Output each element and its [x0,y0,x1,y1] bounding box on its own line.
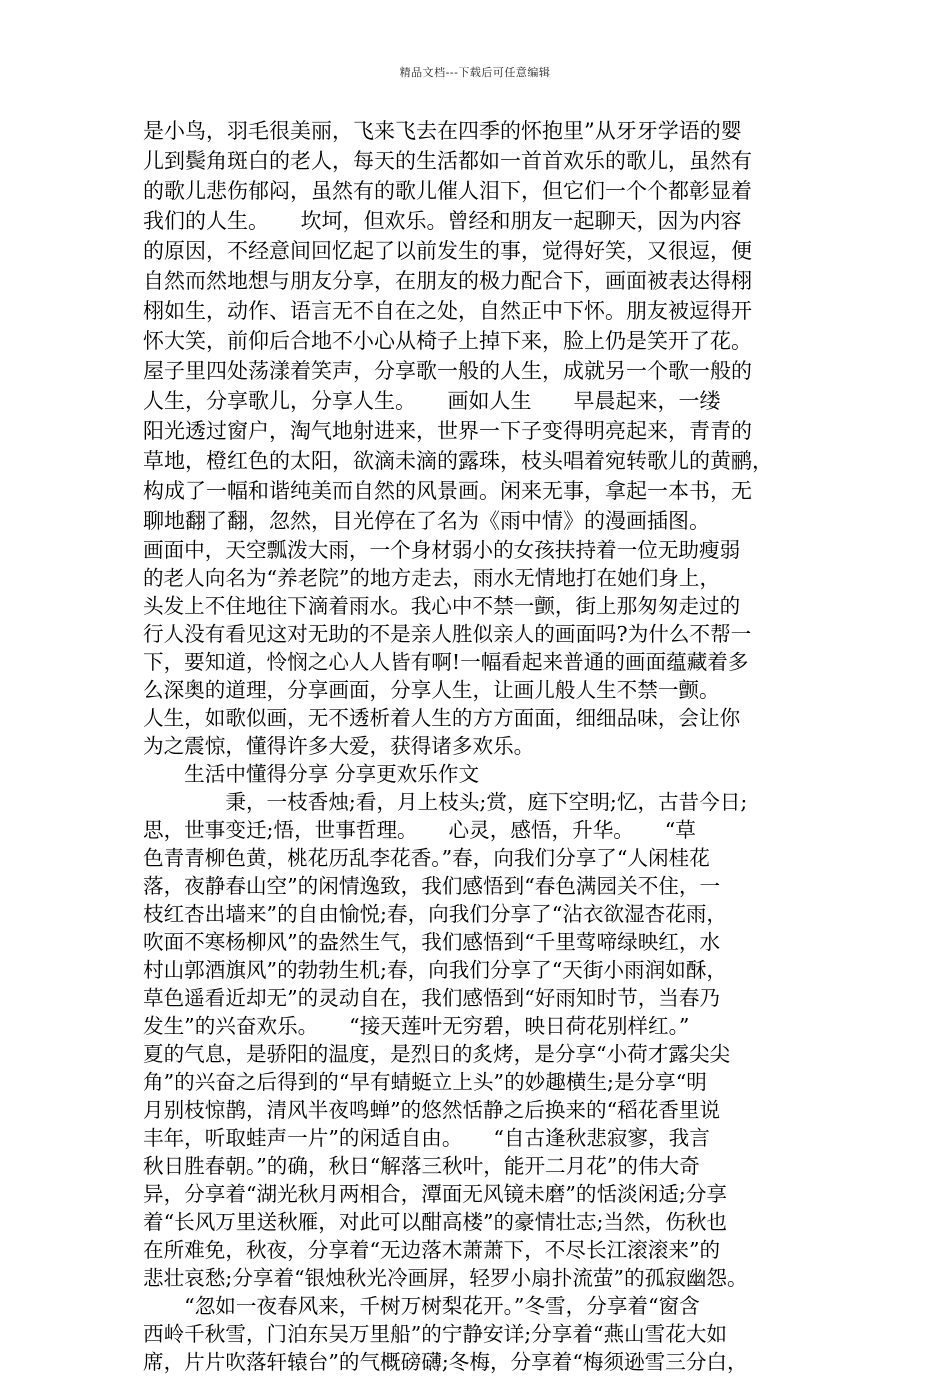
text-line: 落，夜静春山空”的闲情逸致，我们感悟到“春色满园关不住，一 [143,874,721,898]
text-line: 枝红杏出墙来”的自由愉悦;春，向我们分享了“沾衣欲湿杏花雨， [143,902,728,926]
text-line: 秋日胜春朝。”的确，秋日“解落三秋叶，能开二月花”的伟大奇 [143,1154,700,1178]
paragraph-block-b [143,536,821,760]
text-line: 头发上不住地往下滴着雨水。我心中不禁一颤，街上那匆匆走过的 [143,594,741,618]
text-line: 色青青柳色黄，桃花历乱李花香。”春，向我们分享了“人闲桂花 [143,846,710,870]
text-line: 吹面不寒杨柳风”的盎然生气，我们感悟到“千里莺啼绿映红，水 [143,930,721,954]
text-line: 下，要知道，怜悯之心人人皆有啊!一幅看起来普通的画面蕴藏着多 [143,650,749,674]
text-line: 栩如生，动作、语言无不自在之处，自然正中下怀。朋友被逗得开 [143,299,752,323]
text-line: 着“长风万里送秋雁，对此可以酣高楼”的豪情壮志;当然，伤秋也 [143,1210,728,1234]
text-line: 悲壮哀愁;分享着“银烛秋光冷画屏，轻罗小扇扑流萤”的孤寂幽怨。 [143,1266,748,1290]
text-line: 的原因，不经意间回忆起了以前发生的事，觉得好笑，又很逗，便 [143,239,752,263]
paragraph-block-c [143,760,821,1376]
text-line: 人生，分享歌儿，分享人生。 画如人生 早晨起来，一缕 [143,389,721,413]
text-line: 村山郭酒旗风”的勃勃生机;春，向我们分享了“天街小雨润如酥， [143,958,728,982]
text-line: 夏的气息，是骄阳的温度，是烈日的炙烤，是分享“小荷才露尖尖 [143,1042,731,1066]
text-line: 生活中懂得分享 分享更欢乐作文 [143,762,480,786]
paragraph-block-a [143,116,821,536]
text-line: 席，片片吹落轩辕台”的气概磅礴;冬梅，分享着“梅须逊雪三分白， [143,1350,748,1374]
text-line: 画面中，天空瓢泼大雨，一个身材弱小的女孩扶持着一位无助瘦弱 [143,538,741,562]
text-line: 的歌儿悲伤郁闷，虽然有的歌儿催人泪下，但它们一个个都彰显着 [143,179,752,203]
text-line: 思，世事变迁;悟，世事哲理。 心灵，感悟，升华。 “草 [143,818,696,842]
text-line: 草地，橙红色的太阳，欲滴未滴的露珠，枝头唱着宛转歌儿的黄鹂， [143,449,773,473]
text-line: 构成了一幅和谐纯美而自然的风景画。闲来无事，拿起一本书，无 [143,479,752,503]
text-line: 为之震惊，懂得许多大爱，获得诸多欢乐。 [143,734,535,758]
text-line: 么深奥的道理，分享画面，分享人生，让画儿般人生不禁一颤。 [143,678,720,702]
text-line: 怀大笑，前仰后合地不小心从椅子上掉下来，脸上仍是笑开了花。 [143,329,752,353]
text-line: 屋子里四处荡漾着笑声，分享歌一般的人生，成就另一个歌一般的 [143,359,752,383]
text-line: 草色遥看近却无”的灵动自在，我们感悟到“好雨知时节，当春乃 [143,986,721,1010]
document-body [143,116,821,1376]
text-line: 儿到鬓角斑白的老人，每天的生活都如一首首欢乐的歌儿，虽然有 [143,149,752,173]
text-line: 西岭千秋雪，门泊东吴万里船”的宁静安详;分享着“燕山雪花大如 [143,1322,728,1346]
text-line: 聊地翻了翻，忽然，目光停在了名为《雨中情》的漫画插图。 [143,509,710,533]
text-line: 丰年，听取蛙声一片”的闲适自由。 “自古逢秋悲寂寥，我言 [143,1126,710,1150]
text-line: 自然而然地想与朋友分享，在朋友的极力配合下，画面被表达得栩 [143,269,752,293]
text-line: 阳光透过窗户，淘气地射进来，世界一下子变得明亮起来，青青的 [143,419,752,443]
text-line: 是小鸟，羽毛很美丽，飞来飞去在四季的怀抱里”从牙牙学语的婴 [143,119,742,143]
text-line: 我们的人生。 坎坷，但欢乐。曾经和朋友一起聊天，因为内容 [143,209,742,233]
text-line: “忽如一夜春风来，千树万树梨花开。”冬雪，分享着“窗含 [143,1294,700,1318]
text-line: 人生，如歌似画，无不透析着人生的方方面面，细细品味，会让你 [143,706,741,730]
text-line: 月别枝惊鹊，清风半夜鸣蝉”的悠然恬静之后换来的“稻花香里说 [143,1098,721,1122]
text-line: 发生”的兴奋欢乐。 “接天莲叶无穷碧，映日荷花别样红。” [143,1014,690,1038]
text-line: 的老人向名为“养老院”的地方走去，雨水无情地打在她们身上， [143,566,721,590]
text-line: 行人没有看见这对无助的不是亲人胜似亲人的画面吗?为什么不帮一 [143,622,752,646]
text-line: 在所难免，秋夜，分享着“无边落木萧萧下，不尽长江滚滚来”的 [143,1238,721,1262]
text-line: 异，分享着“湖光秋月两相合，潭面无风镜未磨”的恬淡闲适;分享 [143,1182,728,1206]
text-line: 角”的兴奋之后得到的“早有蜻蜓立上头”的妙趣横生;是分享“明 [143,1070,707,1094]
page-header: 精品文档---下载后可任意编辑 [399,66,551,79]
text-line: 秉，一枝香烛;看，月上枝头;赏，庭下空明;忆，古昔今日; [143,790,748,814]
